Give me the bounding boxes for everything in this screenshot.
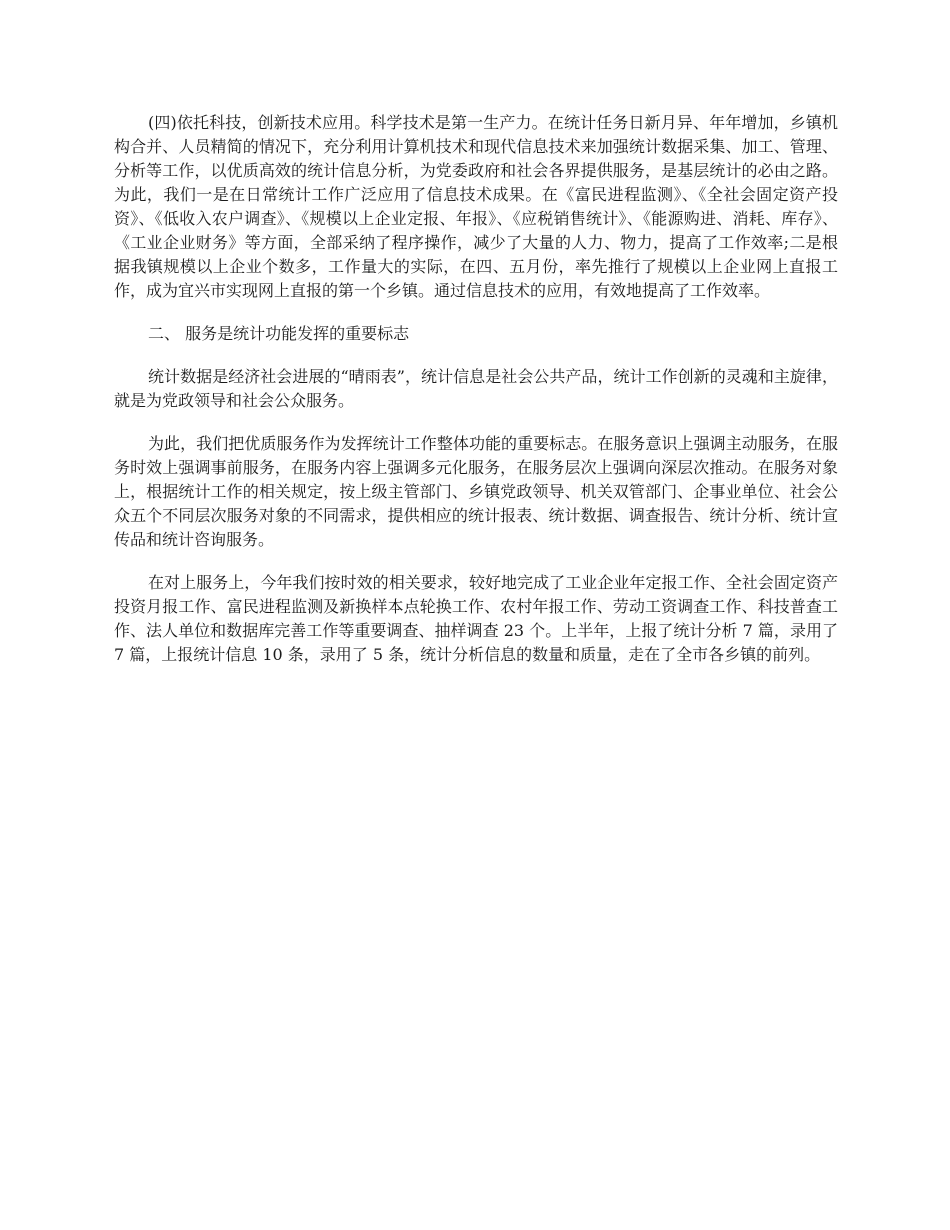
document-page [114, 111, 838, 686]
paragraph-technology: (四)依托科技，创新技术应用。科学技术是第一生产力。在统计任务日新月异、年年增加，乡镇机构合并、人员精简的情况下，充分利用计算机技术和现代信息技术来加强统计数据采集、加工、管理、分析等工作，以优质高效的统计信息分析，为党委政府和社会各界提供服务，是基层统计的必由之路。为此，我们一是在日常统计工作广泛应用了信息技术成果。在《富民进程监测》、《全社会固定资产投资》、《低收入农户调查》、《规模以上企业定报、年报》、《应税销售统计》、《能源购进、消耗、库存》、《工业企业财务》等方面，全部采纳了程序操作，减少了大量的人力、物力，提高了工作效率;二是根据我镇规模以上企业个数多，工作量大的实际，在四、五月份，率先推行了规模以上企业网上直报工作，成为宜兴市实现网上直报的第一个乡镇。通过信息技术的应用，有效地提高了工作效率。 [114, 113, 838, 300]
paragraph-statistics-role: 统计数据是经济社会进展的“晴雨表”，统计信息是社会公共产品，统计工作创新的灵魂和主旋律，就是为党政领导和社会公众服务。 [114, 367, 838, 410]
section-heading: 二、 服务是统计功能发挥的重要标志 [148, 324, 410, 343]
paragraph-service-focus: 为此，我们把优质服务作为发挥统计工作整体功能的重要标志。在服务意识上强调主动服务，在服务时效上强调事前服务，在服务内容上强调多元化服务，在服务层次上强调向深层次推动。在服务对象上，根据统计工作的相关规定，按上级主管部门、乡镇党政领导、机关双管部门、企事业单位、社会公众五个不同层次服务对象的不同需求，提供相应的统计报表、统计数据、调查报告、统计分析、统计宣传品和统计咨询服务。 [114, 434, 838, 549]
paragraph-upward-service: 在对上服务上，今年我们按时效的相关要求，较好地完成了工业企业年定报工作、全社会固定资产投资月报工作、富民进程监测及新换样本点轮换工作、农村年报工作、劳动工资调查工作、科技普查工作、法人单位和数据库完善工作等重要调查、抽样调查 23 个。上半年，上报了统计分析 7 篇，录用了 7 篇，上报统计信息 10 条，录用了 5 条，统计分析信息的数量和质量，走在了全市各乡镇的前列。 [114, 573, 838, 664]
